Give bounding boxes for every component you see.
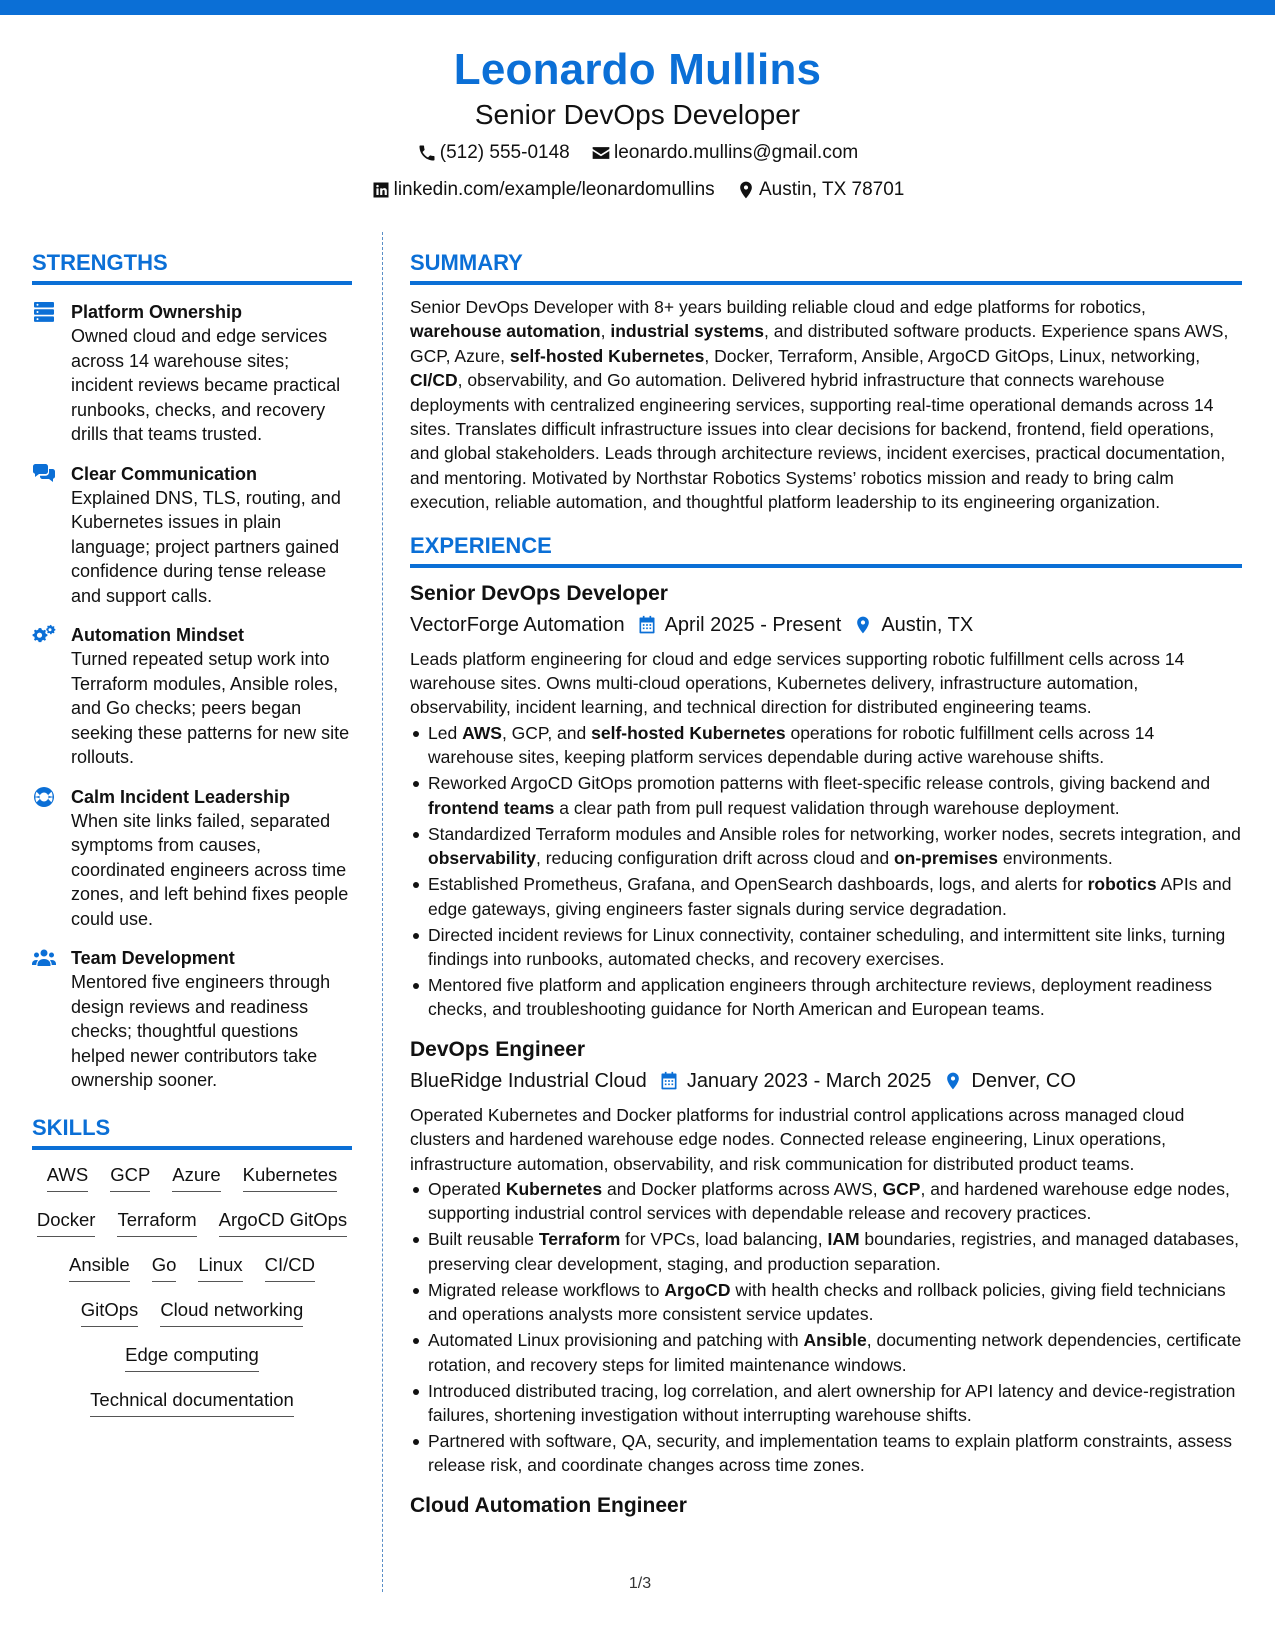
job-bullet: Operated Kubernetes and Docker platforms across AWS, GCP, and hardened warehouse edge nodes, supporting industrial control services with dependable release and recovery practices. [410,1177,1242,1226]
skills-row [32,1207,352,1252]
strength-desc: Explained DNS, TLS, routing, and Kubernetes issues in plain language; project partners gained confidence during tense release and support calls. [71,487,341,606]
bold-keyword: industrial systems [610,321,764,342]
location-item [736,177,904,203]
bold-keyword: IAM [827,1229,860,1250]
strength-title: Team Development [71,948,235,968]
skill-tag: CI/CD [265,1252,315,1282]
bold-keyword: CI/CD [410,370,458,391]
strength-title: Automation Mindset [71,625,244,645]
job-title: DevOps Engineer [410,1037,586,1061]
job-bullet: Introduced distributed tracing, log correlation, and alert ownership for API latency and device-registration failures, shortening investigation without interrupting warehouse shifts. [410,1379,1242,1428]
gears-icon [32,624,56,646]
users-icon [32,947,56,969]
phone-item [417,140,570,166]
strength-item [32,300,352,447]
candidate-name: Leonardo Mullins [453,45,822,94]
strength-item [32,946,352,1093]
bold-keyword: Terraform [538,1229,621,1250]
job-location-item [943,1067,1075,1095]
skill-tag: Technical documentation [90,1387,294,1417]
experience-heading: EXPERIENCE [410,531,1242,568]
strength-item [32,623,352,770]
job-dates: January 2023 - March 2025 [686,1069,932,1092]
skills-row [32,1252,352,1297]
job-bullet: Established Prometheus, Grafana, and OpenSearch dashboards, logs, and alerts for robotics APIs and edge gateways, giving engineers faster signals during service degradation. [410,872,1242,921]
chat-icon [32,463,56,485]
skill-tag: Ansible [69,1252,130,1282]
skill-tag: Terraform [117,1207,196,1237]
job-company: BlueRidge Industrial Cloud [410,1069,647,1092]
job-bullet: Partnered with software, QA, security, and implementation teams to explain platform constraints, assess release risk, and coordinate changes across time zones. [410,1429,1242,1478]
strength-desc: Owned cloud and edge services across 14 warehouse sites; incident reviews became practical runbooks, checks, and recovery drills that teams trusted. [71,326,341,444]
job-entry [410,1036,1242,1478]
job-bullet: Reworked ArgoCD GitOps promotion patterns with fleet-specific release controls, giving backend and frontend teams a clear path from pull request validation through warehouse deployment. [410,771,1242,820]
strengths-list [32,300,352,1093]
linkedin-icon [371,180,391,200]
job-bullet: Built reusable Terraform for VPCs, load balancing, IAM boundaries, registries, and managed databases, preserving clear development, staging, and production separation. [410,1227,1242,1276]
bold-keyword: GCP [882,1178,921,1199]
skill-tag: AWS [47,1162,88,1192]
strength-desc: When site links failed, separated symptoms from causes, coordinated engineers across time zones, and left behind fixes people could use. [71,810,349,929]
job-title: Senior DevOps Developer [410,581,668,605]
bold-keyword: frontend teams [428,797,555,818]
strength-title: Platform Ownership [71,302,243,322]
skills-list [32,1162,352,1432]
bold-keyword: ArgoCD [664,1279,731,1300]
bold-keyword: AWS [462,722,502,743]
strength-title: Calm Incident Leadership [71,786,291,807]
skill-tag: Azure [172,1162,220,1192]
job-bullet: Automated Linux provisioning and patching with Ansible, documenting network dependencies, certificate rotation, and recovery steps for limited maintenance windows. [410,1328,1242,1377]
email-text[interactable]: leonardo.mullins@gmail.com [614,142,859,163]
skills-row [32,1297,352,1342]
skills-row [32,1342,352,1387]
strengths-heading: STRENGTHS [32,248,352,285]
job-bullet: Directed incident reviews for Linux connectivity, container scheduling, and intermittent site links, turning findings into runbooks, automated checks, and recovery exercises. [410,923,1242,972]
email-item[interactable] [591,140,858,166]
contact-row-2 [0,177,1275,208]
strength-desc: Mentored five engineers through design reviews and readiness checks; thoughtful questions helped newer contributors take ownership sooner. [71,972,331,1090]
page-number: 1/3 [628,1575,652,1592]
bold-keyword: robotics [1087,874,1157,895]
calendar-icon [637,615,657,635]
envelope-icon [591,143,611,163]
job-entry [410,580,1242,1022]
job-bullets [410,721,1242,1022]
strength-item [32,785,352,932]
calendar-icon [659,1071,679,1091]
skill-tag: Kubernetes [243,1162,338,1192]
bold-keyword: self-hosted Kubernetes [509,345,705,366]
job-location-item [853,611,973,639]
job-bullet: Standardized Terraform modules and Ansible roles for networking, worker nodes, secrets integration, and observability, reducing configuration drift across cloud and on-premises environments. [410,822,1242,871]
left-column [32,248,352,1432]
strength-item [32,462,352,609]
skill-tag: Go [152,1252,177,1282]
strength-desc: Turned repeated setup work into Terraform modules, Ansible roles, and Go checks; peers began seeking these patterns for new site rollouts. [71,649,350,767]
job-bullets [410,1177,1242,1478]
bold-keyword: Kubernetes [505,1178,603,1199]
job-company: VectorForge Automation [410,613,625,636]
map-pin-icon [943,1071,963,1091]
skill-tag: Edge computing [125,1342,259,1372]
bold-keyword: observability [428,848,536,869]
lifering-icon [32,786,56,808]
bold-keyword: warehouse automation [410,321,601,342]
bold-keyword: on-premises [893,848,999,869]
skill-tag: ArgoCD GitOps [219,1207,348,1237]
candidate-title: Senior DevOps Developer [474,99,801,130]
linkedin-text[interactable]: linkedin.com/example/leonardomullins [393,179,715,200]
job-bullet: Led AWS, GCP, and self-hosted Kubernetes operations for robotic fulfillment cells across 14 warehouse sites, keeping platform services dependable during active warehouse shifts. [410,721,1242,770]
server-icon [32,301,56,323]
bold-keyword: self-hosted Kubernetes [591,722,786,743]
location-text: Austin, TX 78701 [758,179,905,200]
job-bullet: Mentored five platform and application engineers through architecture reviews, deployment readiness checks, and troubleshooting guidance for North American and European teams. [410,973,1242,1022]
summary-text: Senior DevOps Developer with 8+ years building reliable cloud and edge platforms for robotics, warehouse automation, industrial systems, and distributed software products. Experience spans AWS, GCP, Azure, self-hosted Kubernetes, Docker, Terraform, Ansible, ArgoCD GitOps, Linux, networking, CI/CD, observability, and Go automation. Delivered hybrid infrastructure that connects warehouse deployments with centralized engineering services, supporting real-time operational demands across 14 sites. Translates difficult infrastructure issues into clear decisions for backend, frontend, field operations, and global stakeholders. Leads through architecture reviews, incident exercises, practical documentation, and mentoring. Motivated by Northstar Robotics Systems’ robotics mission and ready to bring calm execution, reliable automation, and thoughtful platform leadership to its engineering organization. [410,297,1229,513]
contact-row-1 [0,140,1275,171]
skill-tag: Linux [198,1252,242,1282]
skills-row [32,1387,352,1432]
job-dates-item [659,1067,932,1095]
skills-row [32,1162,352,1207]
job-dates: April 2025 - Present [664,613,842,636]
job-meta [410,1067,1242,1095]
job-description: Operated Kubernetes and Docker platforms for industrial control applications across managed cloud clusters and hardened warehouse edge nodes. Connected release engineering, Linux operations, infrastructure automation, observability, and risk communication for distributed product teams. [410,1104,1185,1174]
summary-heading: SUMMARY [410,248,1242,285]
phone-icon [417,143,437,163]
skill-tag: Docker [37,1207,96,1237]
bold-keyword: Ansible [803,1330,867,1351]
column-divider [382,232,383,1592]
job-bullet: Migrated release workflows to ArgoCD with health checks and rollback policies, giving field technicians and operations analysts more consistent service updates. [410,1278,1242,1327]
job-location: Austin, TX [881,613,974,636]
job-title: Cloud Automation Engineer [410,1493,687,1517]
job-meta [410,611,1242,639]
top-accent-bar [0,0,1275,15]
resume-header [0,44,1275,208]
phone-text: (512) 555-0148 [439,142,570,163]
map-pin-icon [853,615,873,635]
skill-tag: GitOps [81,1297,139,1327]
skill-tag: Cloud networking [160,1297,303,1327]
skill-tag: GCP [110,1162,150,1192]
job-location: Denver, CO [971,1069,1076,1092]
skills-heading: SKILLS [32,1113,352,1150]
strength-title: Clear Communication [71,463,258,484]
job-dates-item [637,611,842,639]
right-column [410,248,1242,1520]
map-pin-icon [736,180,756,200]
linkedin-item[interactable] [371,177,715,203]
job-entry [410,1492,1242,1520]
job-description: Leads platform engineering for cloud and edge services supporting robotic fulfillment cells across 14 warehouse sites. Owns multi-cloud operations, Kubernetes delivery, infrastructure automation, observability, incident learning, and technical direction for distributed engineering teams. [410,648,1185,718]
